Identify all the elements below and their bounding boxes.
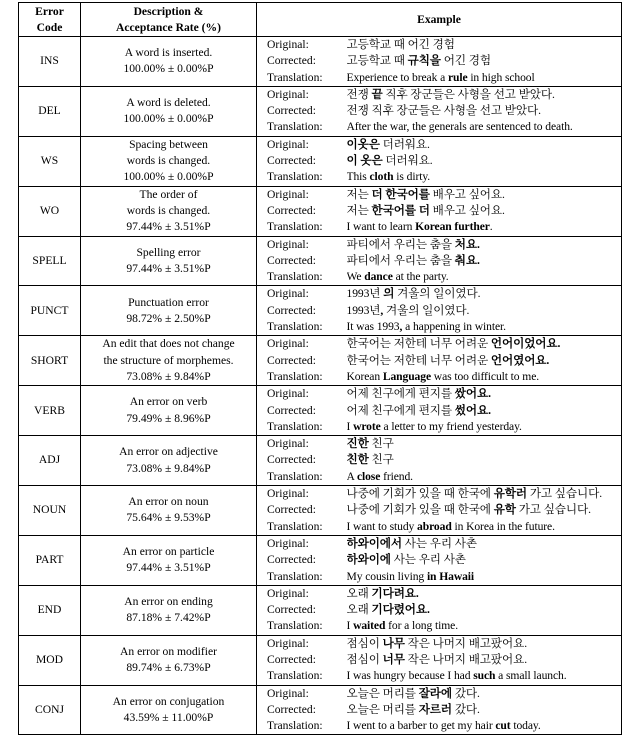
text-segment: 한국어는 저한테 너무 어려운 — [346, 337, 491, 351]
error-code: INS — [19, 37, 81, 87]
translation-label: Translation: — [267, 719, 323, 733]
error-code: SPELL — [19, 236, 81, 286]
error-description — [81, 436, 257, 486]
corrected-text — [347, 303, 622, 319]
translation-label: Translation: — [267, 619, 323, 633]
text-segment: 어긴 경험 — [440, 54, 491, 68]
acceptance-rate: 73.08% ± 9.84%P — [126, 461, 211, 475]
example-content — [345, 486, 622, 536]
original-text — [347, 336, 622, 352]
text-segment: 겨울의 일이였다. — [383, 303, 470, 317]
original-label: Original: — [267, 636, 309, 650]
text-segment: 전쟁 — [346, 87, 372, 101]
highlighted-token: 더 한국어를 — [371, 187, 430, 201]
text-segment: a small launch. — [495, 669, 567, 683]
highlighted-token: waited — [353, 619, 386, 633]
original-label: Original: — [267, 237, 309, 251]
text-segment: 오늘은 머리를 — [346, 686, 419, 700]
example-content — [345, 236, 622, 286]
highlighted-token: 잘라에 — [418, 686, 453, 700]
error-type-table — [18, 2, 622, 735]
acceptance-rate: 100.00% ± 0.00%P — [123, 62, 214, 76]
error-description — [81, 685, 257, 735]
highlighted-token: Korean further — [415, 220, 490, 234]
header-row — [19, 3, 622, 37]
highlighted-token: 언어이었어요. — [490, 337, 561, 351]
text-segment: 고등학교 때 어긴 경험 — [346, 38, 455, 51]
original-text — [347, 286, 622, 302]
highlighted-token: wrote — [353, 419, 381, 433]
text-segment: 가고 싶습니다. — [515, 503, 591, 517]
acceptance-rate: 89.74% ± 6.73%P — [126, 661, 211, 675]
acceptance-rate: 98.72% ± 2.50%P — [126, 311, 211, 325]
error-description — [81, 585, 257, 635]
text-segment: 점심이 — [346, 636, 383, 650]
text-segment: friend. — [380, 469, 413, 483]
description-line: An error on verb — [129, 395, 208, 409]
text-segment: 작은 나머지 배고팠어요. — [404, 636, 528, 650]
description-line: words is changed. — [126, 203, 211, 217]
translation-text — [347, 469, 622, 485]
acceptance-rate: 79.49% ± 8.96%P — [126, 411, 211, 425]
acceptance-rate: 97.44% ± 3.51%P — [126, 262, 211, 275]
example-content — [345, 336, 622, 386]
text-segment: 저는 — [346, 187, 372, 201]
text-segment: Korean — [346, 369, 383, 383]
text-segment: 친구 — [368, 453, 394, 467]
example-labels — [257, 535, 345, 585]
acceptance-rate: 97.44% ± 3.51%P — [126, 561, 211, 575]
text-segment: 한국어는 저한테 너무 어려운 — [346, 353, 491, 367]
text-segment: 직후 장군들은 사형을 선고 받았다. — [382, 87, 555, 101]
highlighted-token: 나무 — [382, 636, 405, 650]
error-code: SHORT — [19, 336, 81, 386]
error-code: WS — [19, 136, 81, 186]
original-label: Original: — [267, 137, 309, 151]
translation-label: Translation: — [267, 170, 323, 184]
translation-text — [347, 569, 622, 585]
text-segment: 파티에서 우리는 춤을 — [346, 253, 455, 267]
translation-text — [347, 169, 622, 185]
original-label: Original: — [267, 38, 309, 51]
text-segment: 오래 — [346, 586, 372, 600]
highlighted-token: 유학 — [493, 503, 516, 517]
text-segment: 배우고 싶어요. — [429, 187, 505, 201]
error-code: ADJ — [19, 436, 81, 486]
text-segment: 가고 싶습니다. — [527, 487, 603, 501]
highlighted-token: dance — [364, 270, 393, 284]
corrected-label: Corrected: — [267, 253, 316, 267]
example-labels — [257, 436, 345, 486]
error-description — [81, 136, 257, 186]
error-code: NOUN — [19, 486, 81, 536]
translation-text — [347, 419, 622, 435]
corrected-text — [347, 452, 622, 468]
text-segment: Experience to break a — [346, 70, 448, 84]
original-text — [347, 87, 622, 103]
translation-label: Translation: — [267, 469, 323, 483]
translation-text — [347, 618, 622, 634]
corrected-label: Corrected: — [267, 453, 316, 467]
text-segment: was too difficult to me. — [431, 369, 540, 383]
acceptance-rate: 87.18% ± 7.42%P — [126, 611, 211, 625]
highlighted-token: close — [356, 469, 381, 483]
corrected-label: Corrected: — [267, 154, 316, 168]
corrected-label: Corrected: — [267, 353, 316, 367]
corrected-text — [347, 53, 622, 69]
original-text — [347, 636, 622, 652]
description-line: An edit that does not change — [102, 337, 235, 351]
original-label: Original: — [267, 437, 309, 451]
description-line: A word is deleted. — [126, 96, 211, 110]
original-label: Original: — [267, 686, 309, 700]
original-text — [347, 536, 622, 552]
text-segment: 고등학교 때 — [346, 54, 408, 68]
example-labels — [257, 37, 345, 87]
original-text — [347, 486, 622, 502]
highlighted-token: rule — [447, 70, 468, 84]
original-label: Original: — [267, 187, 309, 201]
description-line: Spacing between — [129, 137, 208, 151]
original-text — [347, 586, 622, 602]
description-line: An error on ending — [124, 594, 213, 608]
translation-label: Translation: — [267, 669, 323, 683]
error-description — [81, 37, 257, 87]
original-label: Original: — [267, 337, 309, 351]
text-segment: After the war, the generals are sentenced to death. — [346, 120, 573, 134]
corrected-label: Corrected: — [267, 652, 316, 666]
translation-label: Translation: — [267, 70, 323, 84]
example-labels — [257, 336, 345, 386]
highlighted-token: cloth — [369, 170, 394, 184]
header-example: Example — [257, 3, 622, 37]
table-row — [19, 37, 622, 87]
example-content — [345, 685, 622, 735]
text-segment: a letter to my friend yesterday. — [380, 419, 522, 433]
original-label: Original: — [267, 586, 309, 600]
description-line: An error on particle — [122, 545, 215, 559]
example-content — [345, 37, 622, 87]
table-row — [19, 236, 622, 286]
error-code: END — [19, 585, 81, 635]
table-row — [19, 685, 622, 735]
corrected-text — [347, 702, 622, 718]
original-text — [347, 37, 622, 53]
example-labels — [257, 186, 345, 236]
translation-text — [347, 519, 622, 535]
translation-text — [347, 70, 622, 86]
example-labels — [257, 286, 345, 336]
text-segment: I went to a barber to get my hair — [346, 719, 496, 733]
error-description — [81, 635, 257, 685]
text-segment: 저는 — [346, 203, 372, 217]
highlighted-token: abroad — [417, 519, 452, 533]
description-line: words is changed. — [126, 154, 211, 168]
highlighted-token: 규칙을 — [407, 54, 441, 68]
error-description — [81, 336, 257, 386]
original-text — [347, 237, 622, 253]
highlighted-token: cut — [495, 719, 511, 733]
corrected-label: Corrected: — [267, 553, 316, 567]
error-description — [81, 236, 257, 286]
highlighted-token: 너무 — [382, 652, 405, 666]
text-segment: 갔다. — [452, 686, 480, 700]
corrected-text — [347, 403, 622, 419]
description-line: An error on adjective — [119, 445, 218, 459]
text-segment: 점심이 — [346, 652, 383, 666]
text-segment: 나중에 기회가 있을 때 한국에 — [346, 503, 494, 517]
translation-label: Translation: — [267, 419, 323, 433]
description-line: An error on noun — [128, 495, 209, 509]
original-text — [347, 436, 622, 452]
example-content — [345, 436, 622, 486]
table-row — [19, 286, 622, 336]
error-code: WO — [19, 186, 81, 236]
header-error-code: Error Code — [19, 3, 81, 37]
translation-label: Translation: — [267, 569, 323, 583]
highlighted-token: Language — [382, 369, 431, 383]
translation-label: Translation: — [267, 519, 323, 533]
highlighted-token: , — [380, 303, 384, 317]
description-line: The order of — [139, 187, 198, 201]
error-description — [81, 535, 257, 585]
description-line: Punctuation error — [128, 295, 209, 309]
acceptance-rate: 100.00% ± 0.00%P — [123, 112, 214, 126]
text-segment: I was hungry because I had — [346, 669, 474, 683]
text-segment: I — [346, 419, 354, 433]
example-labels — [257, 685, 345, 735]
highlighted-token: 이옷은 — [346, 137, 380, 151]
highlighted-token: 유학러 — [493, 487, 528, 501]
text-segment: This — [346, 170, 370, 184]
translation-label: Translation: — [267, 120, 323, 134]
original-label: Original: — [267, 87, 309, 101]
text-segment: today. — [510, 719, 541, 733]
text-segment: 오래 — [346, 603, 372, 617]
text-segment: 더러워요. — [382, 154, 433, 168]
corrected-text — [347, 253, 622, 269]
corrected-label: Corrected: — [267, 203, 316, 217]
example-labels — [257, 585, 345, 635]
example-labels — [257, 236, 345, 286]
text-segment: We — [346, 270, 365, 284]
translation-text — [347, 269, 622, 285]
error-code: VERB — [19, 386, 81, 436]
table-row — [19, 535, 622, 585]
table-row — [19, 136, 622, 186]
error-code: MOD — [19, 635, 81, 685]
text-segment: A — [346, 469, 357, 483]
table-row — [19, 336, 622, 386]
example-labels — [257, 386, 345, 436]
original-label: Original: — [267, 536, 309, 550]
example-content — [345, 535, 622, 585]
acceptance-rate: 97.44% ± 3.51%P — [126, 220, 211, 234]
text-segment: in Korea in the future. — [451, 519, 555, 533]
table-row — [19, 635, 622, 685]
original-label: Original: — [267, 387, 309, 401]
text-segment: 겨울의 일이였다. — [394, 287, 481, 301]
text-segment: for a long time. — [385, 619, 458, 633]
translation-label: Translation: — [267, 270, 323, 284]
acceptance-rate: 43.59% ± 11.00%P — [123, 711, 214, 725]
original-text — [347, 187, 622, 203]
translation-text — [347, 119, 622, 135]
highlighted-token: 기다렸어요. — [371, 603, 430, 617]
text-segment: 1993년 — [346, 287, 384, 301]
highlighted-token: 언어였어요. — [490, 353, 550, 367]
corrected-label: Corrected: — [267, 503, 316, 517]
original-text — [347, 686, 622, 702]
example-labels — [257, 136, 345, 186]
example-labels — [257, 486, 345, 536]
text-segment: 더러워요. — [379, 137, 430, 151]
corrected-text — [347, 353, 622, 369]
text-segment: I want to study — [346, 519, 418, 533]
text-segment: 사는 우리 사촌 — [402, 536, 477, 550]
highlighted-token: 한국어를 더 — [371, 203, 430, 217]
highlighted-token: 이 옷은 — [346, 154, 383, 168]
translation-text — [347, 369, 622, 385]
highlighted-token: 하와이에 — [346, 553, 391, 567]
text-segment: 나중에 기회가 있을 때 한국에 — [346, 487, 494, 501]
text-segment: 파티에서 우리는 춤을 — [346, 237, 455, 251]
error-description — [81, 386, 257, 436]
text-segment: My cousin living — [346, 569, 427, 583]
description-line: the structure of morphemes. — [103, 353, 234, 367]
error-code: PUNCT — [19, 286, 81, 336]
example-labels — [257, 86, 345, 136]
table-row — [19, 585, 622, 635]
table-row — [19, 86, 622, 136]
example-content — [345, 286, 622, 336]
description-line: A word is inserted. — [124, 46, 213, 60]
translation-text — [347, 219, 622, 235]
text-segment: is dirty. — [393, 170, 431, 184]
example-content — [345, 386, 622, 436]
translation-text — [347, 718, 622, 734]
highlighted-token: 기다려요. — [371, 586, 419, 600]
example-content — [345, 635, 622, 685]
highlighted-token: 춰요. — [454, 253, 480, 267]
text-segment: 어제 친구에게 편지를 — [346, 387, 455, 401]
text-segment: 전쟁 직후 장군들은 사형을 선고 받았다. — [346, 104, 541, 118]
error-description — [81, 286, 257, 336]
corrected-label: Corrected: — [267, 603, 316, 617]
highlighted-token: 처요. — [454, 237, 480, 251]
text-segment: a happening in winter. — [402, 320, 506, 334]
highlighted-token: 썼어요. — [454, 403, 491, 417]
description-line: Spelling error — [136, 245, 201, 259]
text-segment: . — [489, 220, 493, 234]
corrected-label: Corrected: — [267, 303, 316, 317]
highlighted-token: such — [473, 669, 496, 683]
corrected-text — [347, 203, 622, 219]
example-content — [345, 86, 622, 136]
translation-label: Translation: — [267, 369, 323, 383]
table-row — [19, 436, 622, 486]
translation-label: Translation: — [267, 220, 323, 234]
highlighted-token: 진한 — [346, 437, 369, 451]
corrected-text — [347, 602, 622, 618]
example-content — [345, 186, 622, 236]
text-segment: I — [346, 619, 354, 633]
text-segment: 1993년 — [346, 303, 381, 317]
corrected-text — [347, 502, 622, 518]
text-segment: 사는 우리 사촌 — [390, 553, 466, 567]
original-text — [347, 386, 622, 402]
original-label: Original: — [267, 287, 309, 301]
text-segment: in high school — [467, 70, 535, 84]
acceptance-rate: 75.64% ± 9.53%P — [126, 511, 211, 525]
text-segment: 배우고 싶어요. — [429, 203, 505, 217]
highlighted-token: 의 — [383, 287, 395, 301]
table-row — [19, 186, 622, 236]
translation-text — [347, 319, 622, 335]
description-line: An error on conjugation — [112, 694, 225, 708]
corrected-text — [347, 552, 622, 568]
original-text — [347, 137, 622, 153]
description-line: An error on modifier — [120, 644, 217, 658]
error-description — [81, 486, 257, 536]
highlighted-token: 자르러 — [418, 702, 453, 716]
example-content — [345, 136, 622, 186]
acceptance-rate: 73.08% ± 9.84%P — [126, 369, 211, 383]
original-label: Original: — [267, 487, 309, 501]
text-segment: I want to learn — [346, 220, 416, 234]
error-description — [81, 86, 257, 136]
corrected-label: Corrected: — [267, 702, 316, 716]
text-segment: at the party. — [392, 270, 449, 284]
table-body — [19, 37, 622, 735]
text-segment: It was 1993 — [346, 320, 400, 334]
corrected-label: Corrected: — [267, 403, 316, 417]
highlighted-token: 쌌어요. — [454, 387, 491, 401]
translation-label: Translation: — [267, 320, 323, 334]
corrected-text — [347, 103, 622, 119]
table-row — [19, 486, 622, 536]
highlighted-token: 끝 — [371, 87, 383, 101]
corrected-label: Corrected: — [267, 54, 316, 68]
highlighted-token: , — [399, 320, 403, 334]
corrected-text — [347, 652, 622, 668]
error-description — [81, 186, 257, 236]
text-segment: 오늘은 머리를 — [346, 702, 419, 716]
error-code: CONJ — [19, 685, 81, 735]
highlighted-token: 하와이에서 — [346, 536, 402, 550]
text-segment: 어제 친구에게 편지를 — [346, 403, 455, 417]
example-content — [345, 585, 622, 635]
error-code: DEL — [19, 86, 81, 136]
acceptance-rate: 100.00% ± 0.00%P — [123, 170, 214, 184]
highlighted-token: in Hawaii — [426, 569, 475, 583]
highlighted-token: 친한 — [346, 453, 369, 467]
corrected-label: Corrected: — [267, 104, 316, 118]
text-segment: 친구 — [368, 437, 394, 451]
header-description: Description & Acceptance Rate (%) — [81, 3, 257, 37]
translation-text — [347, 668, 622, 684]
corrected-text — [347, 153, 622, 169]
error-code: PART — [19, 535, 81, 585]
table-row — [19, 386, 622, 436]
example-labels — [257, 635, 345, 685]
text-segment: 갔다. — [452, 702, 480, 716]
text-segment: 작은 나머지 배고팠어요. — [404, 652, 528, 666]
